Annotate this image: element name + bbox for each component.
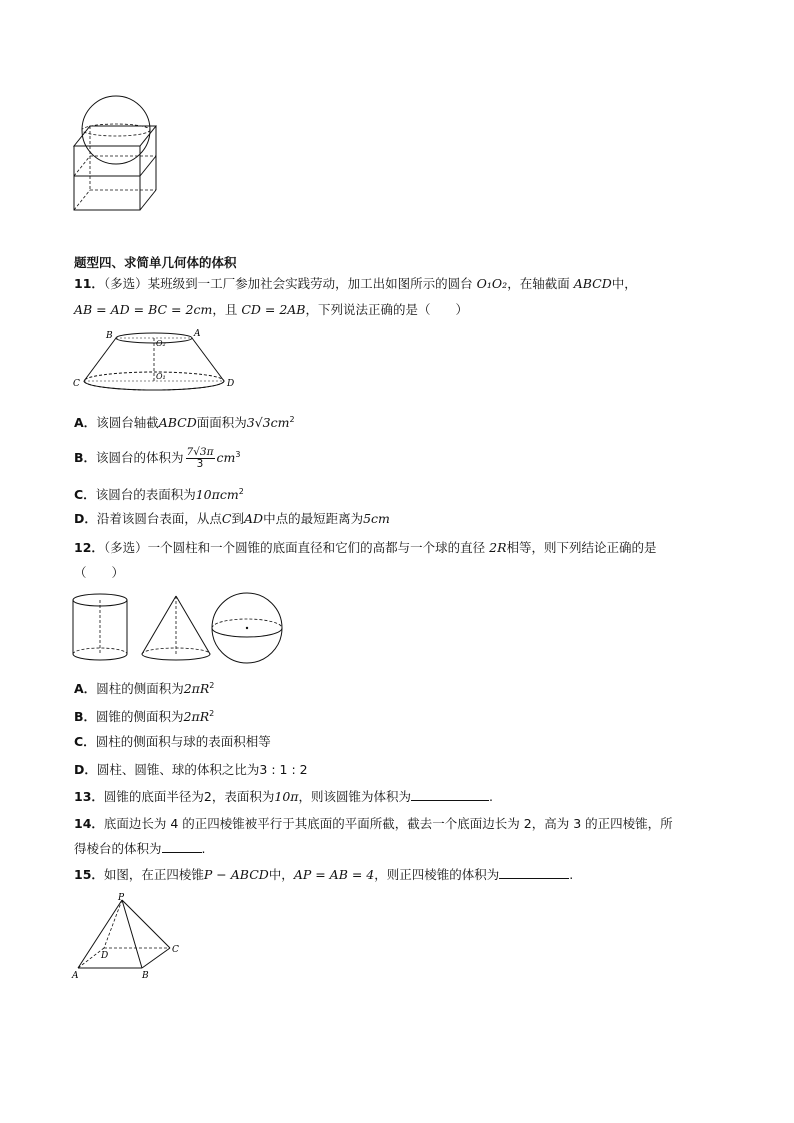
frustum-label-D: D [227, 379, 235, 389]
q12-option-d: D．圆柱、圆锥、球的体积之比为3 : 1 : 2 [74, 762, 308, 777]
pyramid-label-A: A [72, 971, 79, 981]
q11-option-b: B．该圆台的体积为 $\frac{7√3\pi}{3}$ $cm^3$ [74, 446, 241, 471]
q11-option-d: D．沿着该圆台表面，从点C到AD中点的最短距离为5cm [74, 511, 390, 526]
q15-answer-blank[interactable] [499, 866, 569, 879]
frustum-label-A: A [194, 329, 201, 339]
cylinder-cone-sphere-figure [70, 590, 290, 666]
q11-option-a: A．该圆台轴截ABCD面面积为$3√3cm^2$ [74, 415, 295, 431]
q15-line: 15．如图，在正四棱锥P − ABCD中，AP = AB = 4，则正四棱锥的体积为 . [74, 867, 574, 882]
pyramid-label-B: B [142, 971, 149, 981]
pyramid-label-D: D [101, 951, 109, 961]
frustum-label-O1: O₁ [156, 372, 166, 381]
sphere-on-box-figure [70, 94, 170, 214]
q14-line1: 14．底面边长为 4 的正四棱锥被平行于其底面的平面所截，截去一个底面边长为 2，高为 3 的正四棱锥，所 [74, 816, 673, 831]
frustum-label-O2: O₂ [156, 339, 166, 348]
section-title: 题型四、求简单几何体的体积 [74, 255, 237, 270]
volume-fraction: $\frac{7√3\pi}{3}$ [186, 446, 214, 471]
q12-option-a: A．圆柱的侧面积为$2\pi R^2$ [74, 681, 215, 697]
q14-answer-blank[interactable] [162, 840, 202, 853]
q12-option-b: B．圆锥的侧面积为$2\pi R^2$ [74, 709, 215, 725]
frustum-label-C: C [73, 379, 80, 389]
q13-line: 13．圆锥的底面半径为2，表面积为10π，则该圆锥为体积为 . [74, 789, 494, 804]
frustum-label-B: B [106, 331, 113, 341]
frustum-figure [70, 328, 240, 392]
pyramid-figure [70, 892, 190, 982]
q12-line2: （ ） [74, 565, 125, 580]
q14-line2: 得棱台的体积为 . [74, 841, 206, 856]
q11-option-c: C．该圆台的表面积为10πcm$^2$ [74, 487, 244, 503]
q12-option-c: C．圆柱的侧面积与球的表面积相等 [74, 734, 271, 749]
q12-line1: 12．（多选）一个圆柱和一个圆锥的底面直径和它们的高都与一个球的直径 2R相等，则下列结论正确的是 [74, 540, 657, 555]
q11-line2: AB = AD = BC = 2cm，且 CD = 2AB，下列说法正确的是（ ） [74, 302, 469, 317]
pyramid-label-C: C [172, 945, 179, 955]
q11-line1: 11．（多选）某班级到一工厂参加社会实践劳动，加工出如图所示的圆台 O₁O₂，在轴截面 ABCD中， [74, 276, 637, 291]
pyramid-label-P: P [118, 893, 125, 903]
q13-answer-blank[interactable] [411, 788, 489, 801]
